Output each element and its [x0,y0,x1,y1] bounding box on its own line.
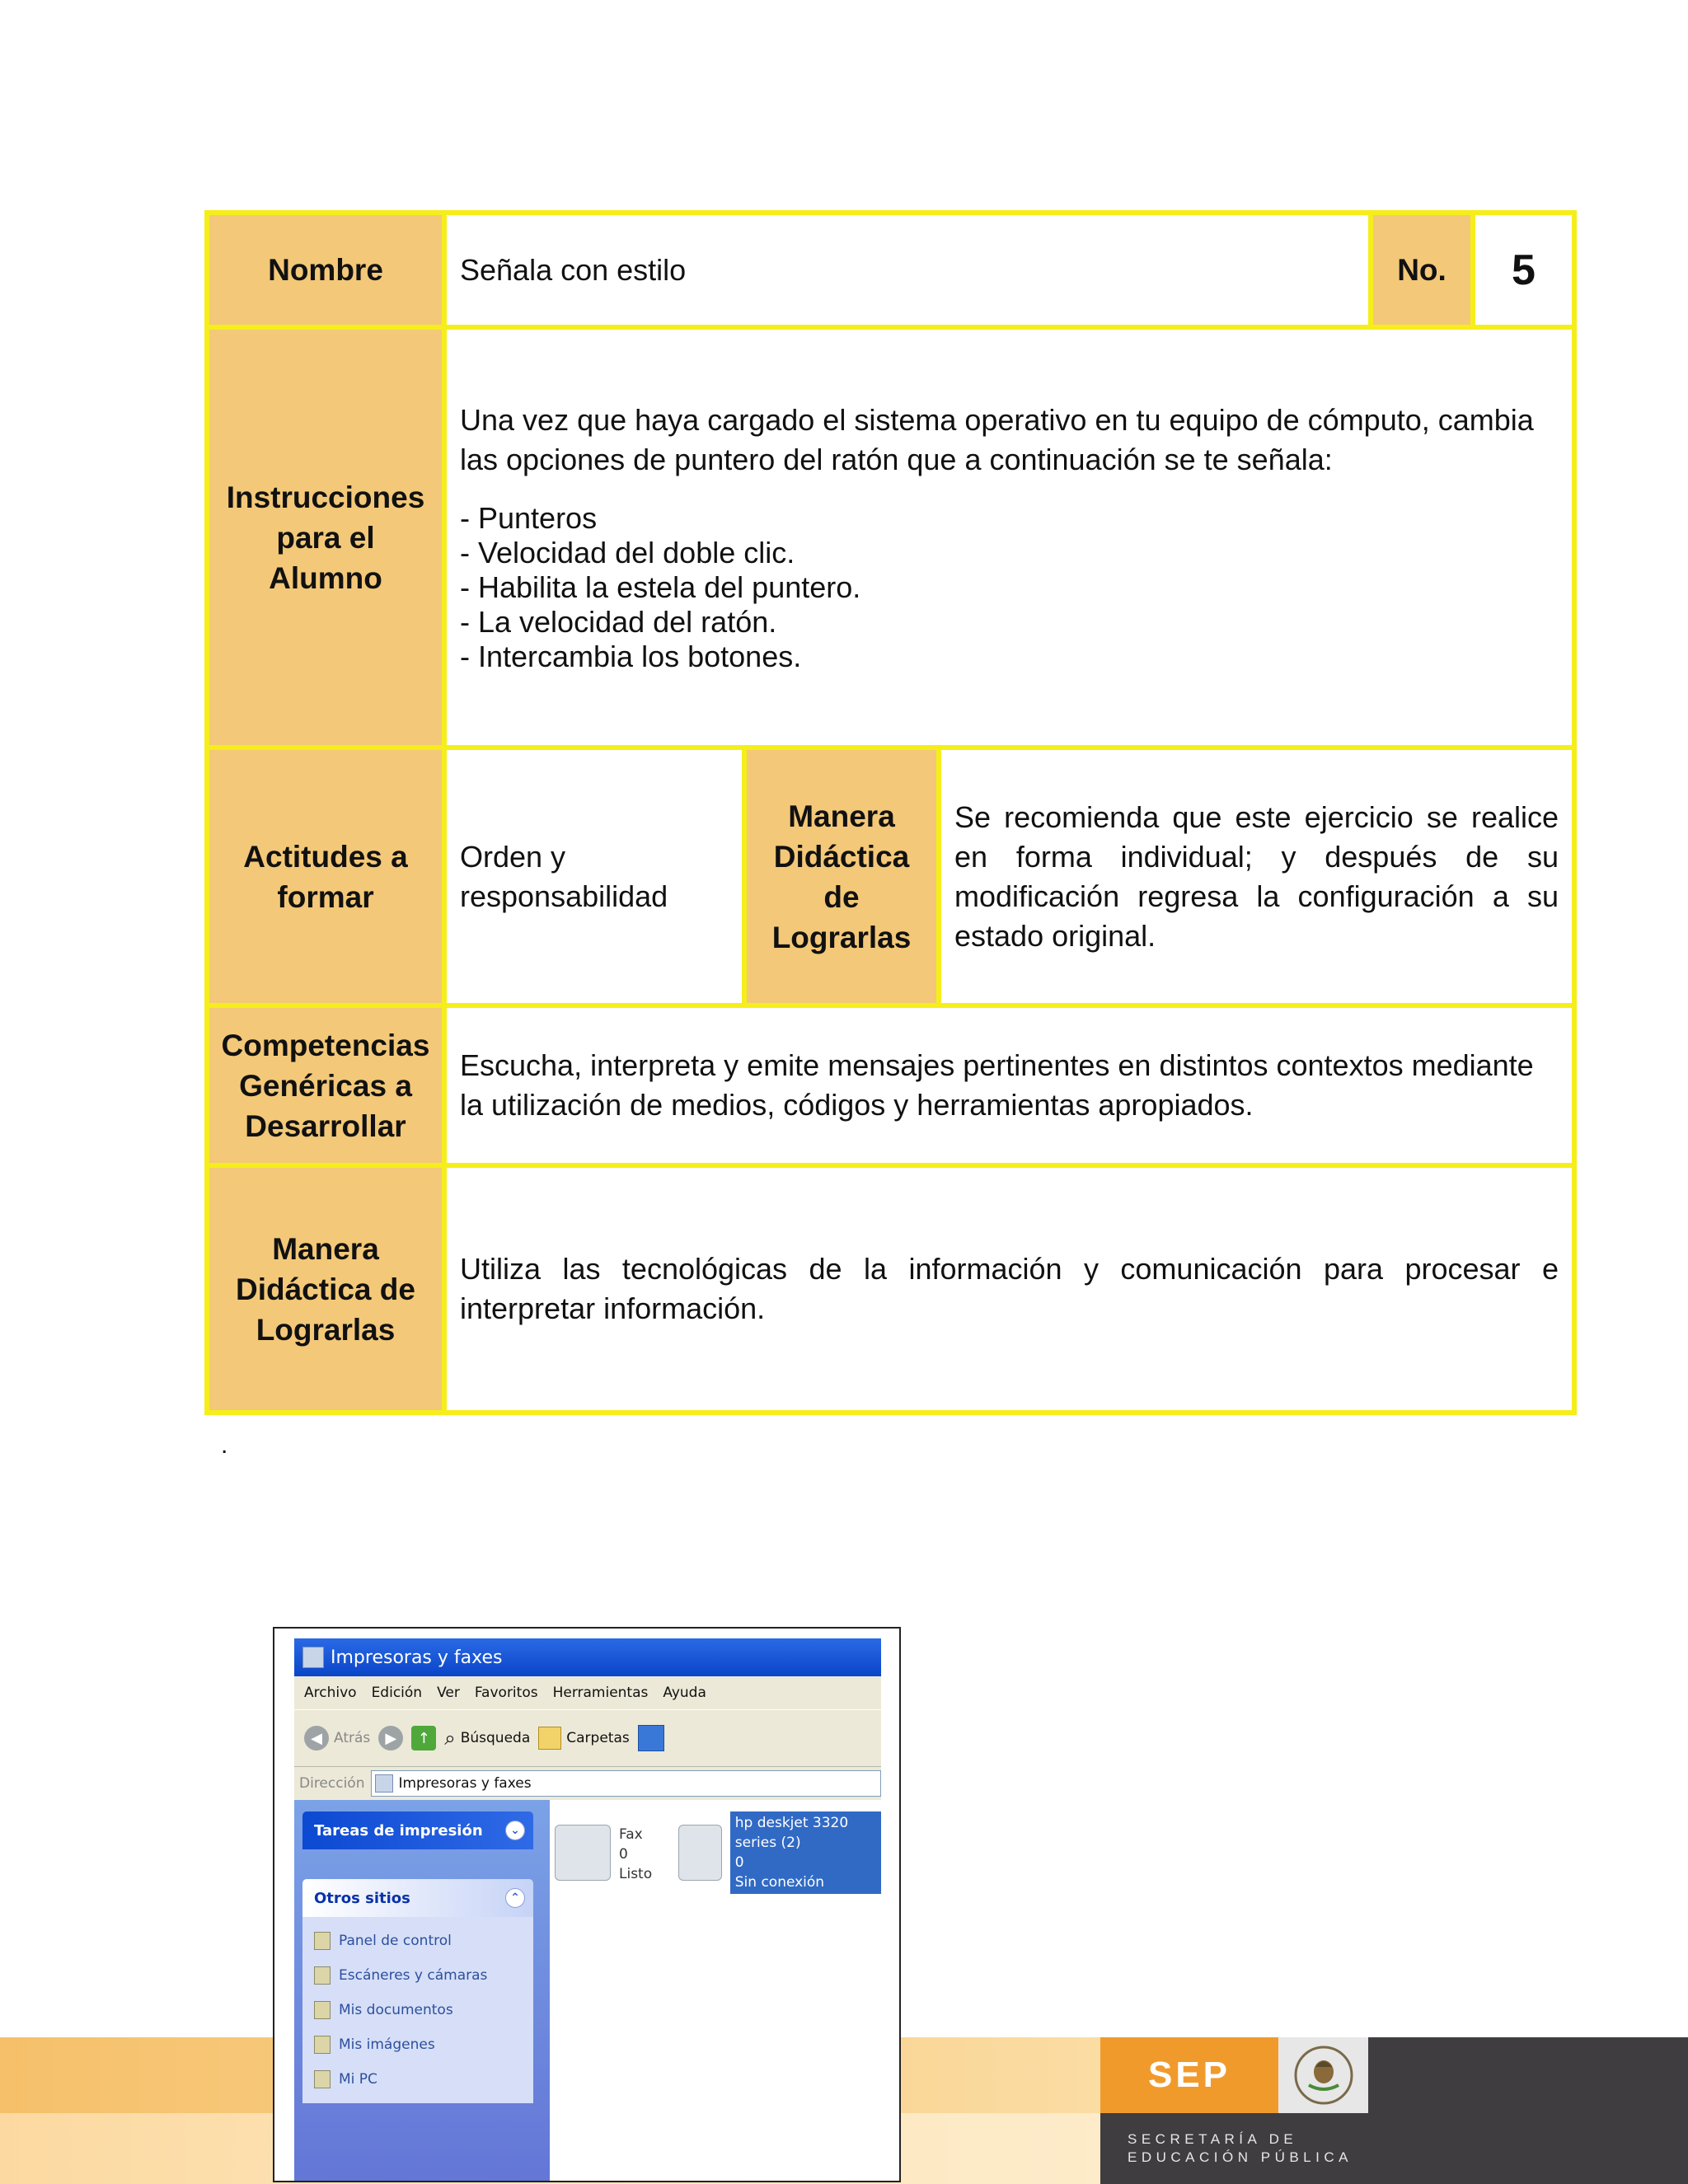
menu-bar [294,1676,881,1709]
printer-name: hp deskjet 3320 series (2) [734,1815,849,1851]
fax-name: Fax [619,1826,643,1843]
fax-icon [555,1825,611,1881]
printer-status: Sin conexión [734,1874,825,1891]
competencias-label: Competencias Genéricas a Desarrollar [209,1008,442,1163]
link-label: Mis documentos [339,2002,453,2018]
printer-folder-icon [375,1774,393,1793]
activity-sheet [204,210,1577,1415]
address-input[interactable] [371,1770,881,1797]
other-places-pane [302,1879,533,2103]
printers-window-screenshot [273,1627,901,2182]
link-label: Panel de control [339,1933,452,1949]
link-panel-control[interactable] [314,1924,522,1958]
search-icon: ⌕ [444,1727,456,1750]
no-value: 5 [1475,215,1572,325]
print-tasks-pane [302,1811,533,1849]
instrucciones-row [204,330,1577,750]
link-escaneres[interactable] [314,1958,522,1993]
scanner-icon [314,1966,331,1985]
manera-value: Utiliza las tecnológicas de la información y comunicación para procesar e interpretar información. [442,1168,1572,1410]
printer-item[interactable] [678,1811,881,1894]
manera-didactica-label: Manera Didáctica de Lograrlas [747,750,941,1003]
printer-details [730,1811,881,1894]
link-label: Mis imágenes [339,2036,435,2053]
competencias-row [204,1008,1577,1168]
back-arrow-icon: ◀ [304,1726,329,1750]
link-label: Escáneres y cámaras [339,1967,488,1984]
actitudes-value: Orden y responsabilidad [442,750,747,1003]
other-places-title: Otros sitios [314,1889,410,1907]
menu-archivo[interactable]: Archivo [304,1685,357,1701]
documents-icon [314,2001,331,2019]
back-label: Atrás [334,1730,371,1746]
fax-count: 0 [619,1846,628,1863]
list-item: - La velocidad del ratón. [460,605,777,639]
task-sidebar [294,1800,550,2182]
no-label: No. [1373,215,1475,325]
back-button[interactable] [304,1726,370,1750]
link-mis-imagenes[interactable] [314,2027,522,2062]
sep-subtitle [1128,2130,1353,2167]
computer-icon [314,2070,331,2088]
search-button[interactable] [444,1727,530,1750]
manera-didactica-value: Se recomienda que este ejercicio se realice en forma individual; y después de su modificación regresa la configuración a su estado original. [941,750,1572,1003]
sep-logo: SEP [1100,2037,1278,2113]
other-places-list [302,1917,533,2103]
manera-row [204,1168,1577,1415]
print-tasks-title: Tareas de impresión [314,1821,483,1840]
forward-arrow-icon[interactable]: ▶ [378,1726,403,1750]
instrucciones-body [442,330,1572,745]
list-item: - Intercambia los botones. [460,640,802,673]
address-label: Dirección [299,1775,365,1792]
address-bar [294,1767,881,1800]
address-value: Impresoras y faxes [398,1775,532,1792]
list-item: - Punteros [460,501,598,535]
search-label: Búsqueda [460,1730,531,1746]
printers-list [550,1800,881,2182]
nombre-label: Nombre [209,215,442,325]
sep-line2: EDUCACIÓN PÚBLICA [1128,2149,1353,2165]
print-tasks-header[interactable] [302,1811,533,1849]
chevron-up-icon[interactable]: ⌃ [505,1888,525,1908]
sep-line1: SECRETARÍA DE [1128,2131,1298,2147]
menu-ayuda[interactable]: Ayuda [663,1685,706,1701]
manera-label: Manera Didáctica de Lograrlas [209,1168,442,1410]
folder-up-icon[interactable]: ↑ [411,1726,436,1750]
menu-favoritos[interactable]: Favoritos [474,1685,538,1701]
link-mi-pc[interactable] [314,2062,522,2097]
window-titlebar [294,1638,881,1676]
printer-icon [678,1825,722,1881]
control-panel-icon [314,1932,331,1950]
printer-folder-icon [302,1647,324,1668]
toolbar [294,1709,881,1767]
competencias-value: Escucha, interpreta y emite mensajes pertinentes en distintos contextos mediante la utilización de medios, códigos y herramientas apropiados. [442,1008,1572,1163]
folders-label: Carpetas [566,1730,630,1746]
header-row [204,210,1577,330]
instrucciones-intro: Una vez que haya cargado el sistema operativo en tu equipo de cómputo, cambia las opciones de puntero del ratón que a continuación se te señala: [460,403,1534,476]
instrucciones-list [460,501,860,674]
link-mis-documentos[interactable] [314,1993,522,2027]
fax-details [619,1825,652,1884]
chevron-down-icon[interactable]: ⌄ [505,1821,525,1840]
list-item: - Habilita la estela del puntero. [460,570,861,604]
folder-icon [538,1727,561,1750]
menu-edicion[interactable]: Edición [371,1685,423,1701]
instrucciones-label: Instrucciones para el Alumno [209,330,442,745]
fax-item[interactable] [555,1825,652,1884]
actitudes-label: Actitudes a formar [209,750,442,1003]
nombre-value: Señala con estilo [442,215,1373,325]
list-item: - Velocidad del doble clic. [460,536,795,569]
seal-icon [1278,2037,1368,2113]
folders-button[interactable] [538,1727,629,1750]
other-places-header[interactable] [302,1879,533,1917]
menu-herramientas[interactable]: Herramientas [552,1685,649,1701]
link-label: Mi PC [339,2071,377,2088]
trailing-mark: . [221,1432,228,1459]
window-title: Impresoras y faxes [331,1647,503,1668]
fax-status: Listo [619,1866,653,1882]
views-icon[interactable] [638,1725,664,1751]
printer-count: 0 [734,1854,744,1871]
actitudes-row [204,750,1577,1008]
menu-ver[interactable]: Ver [437,1685,460,1701]
pictures-icon [314,2036,331,2054]
